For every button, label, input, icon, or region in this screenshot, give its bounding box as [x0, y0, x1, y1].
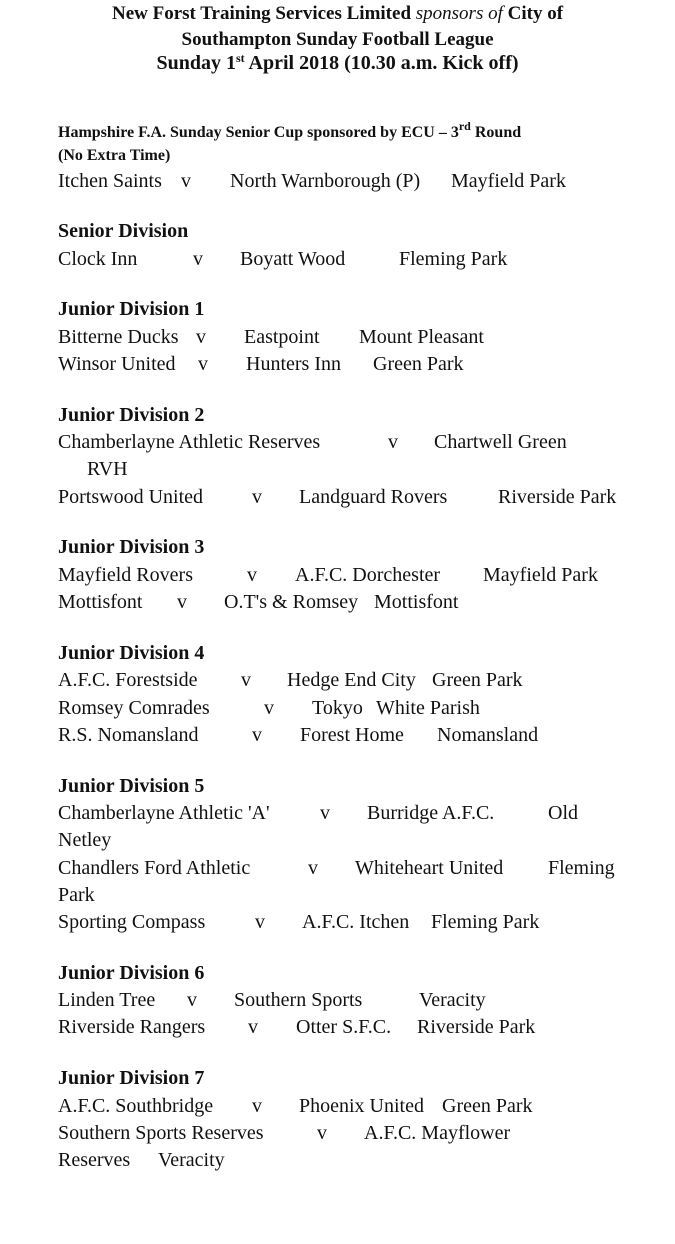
- venue: Green Park: [442, 1095, 533, 1117]
- cup-title-round: Round: [470, 124, 522, 141]
- versus: v: [388, 431, 398, 453]
- versus: v: [247, 564, 257, 586]
- home-team: Linden Tree: [58, 989, 156, 1011]
- versus: v: [196, 326, 206, 348]
- versus: v: [308, 857, 318, 879]
- venue: Fleming Park: [431, 911, 540, 933]
- away-team: Forest Home: [300, 724, 404, 746]
- venue: Mottisfont: [374, 591, 459, 613]
- away-team: North Warnborough (P): [230, 170, 421, 192]
- cup-round-ordinal: rd: [458, 119, 471, 133]
- away-team: Otter S.F.C.: [296, 1016, 392, 1038]
- venue: Park: [58, 884, 95, 906]
- away-team: Boyatt Wood: [240, 248, 346, 270]
- home-team: Mayfield Rovers: [58, 564, 193, 586]
- versus: v: [193, 248, 203, 270]
- home-team: Riverside Rangers: [58, 1016, 206, 1038]
- versus: v: [198, 353, 208, 375]
- header-sponsor-line: [0, 2, 675, 26]
- division-heading: Junior Division 4: [58, 642, 205, 664]
- date-prefix: Sunday 1: [156, 52, 236, 74]
- header-league-line: Southampton Sunday Football League: [181, 29, 494, 50]
- versus: v: [252, 724, 262, 746]
- home-team: Chamberlayne Athletic 'A': [58, 802, 270, 824]
- away-team: A.F.C. Dorchester: [295, 564, 441, 586]
- cup-title: [58, 119, 522, 143]
- home-team: A.F.C. Southbridge: [58, 1095, 214, 1117]
- away-team: A.F.C. Mayflower: [364, 1122, 511, 1144]
- away-team: Southern Sports: [234, 989, 363, 1011]
- venue: Riverside Park: [417, 1016, 536, 1038]
- home-team: Sporting Compass: [58, 911, 206, 933]
- division-heading: Junior Division 6: [58, 962, 205, 984]
- venue: Veracity: [419, 989, 486, 1011]
- away-team: Chartwell Green: [434, 431, 567, 453]
- away-team-continued: Reserves: [58, 1149, 131, 1171]
- venue: RVH: [87, 458, 128, 480]
- sponsor-phrase: sponsors of: [415, 3, 503, 24]
- header-date-line: [0, 50, 675, 76]
- away-team: Eastpoint: [244, 326, 320, 348]
- sponsor-name: New Forst Training Services Limited: [111, 3, 416, 24]
- versus: v: [264, 697, 274, 719]
- away-team: Hedge End City: [287, 669, 416, 691]
- date-ordinal: st: [235, 51, 245, 65]
- away-team: O.T's & Romsey: [224, 591, 359, 613]
- division-heading: Junior Division 3: [58, 536, 205, 558]
- sponsor-league-start: City of: [502, 3, 564, 24]
- away-team: Whiteheart United: [355, 857, 504, 879]
- home-team: Winsor United: [58, 353, 176, 375]
- venue: Old: [548, 802, 578, 824]
- versus: v: [177, 591, 187, 613]
- away-team: Hunters Inn: [246, 353, 341, 375]
- versus: v: [255, 911, 265, 933]
- home-team: Mottisfont: [58, 591, 143, 613]
- venue: Netley: [58, 829, 112, 851]
- cup-title-text: Hampshire F.A. Sunday Senior Cup sponsored by ECU – 3: [58, 124, 459, 141]
- venue: Green Park: [373, 353, 464, 375]
- home-team: Chandlers Ford Athletic: [58, 857, 251, 879]
- division-heading: Junior Division 7: [58, 1067, 205, 1089]
- versus: v: [187, 989, 197, 1011]
- away-team: A.F.C. Itchen: [302, 911, 410, 933]
- venue: Fleming: [548, 857, 615, 879]
- venue: Riverside Park: [498, 486, 617, 508]
- cup-note: (No Extra Time): [58, 147, 171, 164]
- home-team: Itchen Saints: [58, 170, 162, 192]
- venue: Mayfield Park: [483, 564, 598, 586]
- home-team: A.F.C. Forestside: [58, 669, 198, 691]
- division-heading: Junior Division 5: [58, 775, 205, 797]
- venue: Green Park: [432, 669, 523, 691]
- away-team: Phoenix United: [299, 1095, 424, 1117]
- home-team: Southern Sports Reserves: [58, 1122, 264, 1144]
- home-team: Chamberlayne Athletic Reserves: [58, 431, 321, 453]
- venue: Nomansland: [437, 724, 539, 746]
- versus: v: [241, 669, 251, 691]
- away-team: Burridge A.F.C.: [367, 802, 495, 824]
- versus: v: [320, 802, 330, 824]
- versus: v: [181, 170, 191, 192]
- venue: Mayfield Park: [451, 170, 566, 192]
- versus: v: [248, 1016, 258, 1038]
- away-team: Tokyo: [312, 697, 363, 719]
- home-team: R.S. Nomansland: [58, 724, 199, 746]
- venue: White Parish: [376, 697, 480, 719]
- home-team: Bitterne Ducks: [58, 326, 179, 348]
- away-team: Landguard Rovers: [299, 486, 448, 508]
- division-heading: Junior Division 1: [58, 298, 205, 320]
- home-team: Romsey Comrades: [58, 697, 210, 719]
- fixture-row-continued: [58, 1148, 225, 1244]
- division-heading: Junior Division 2: [58, 404, 205, 426]
- date-suffix: April 2018 (10.30 a.m. Kick off): [244, 52, 519, 74]
- versus: v: [252, 1095, 262, 1117]
- venue: Veracity: [158, 1149, 225, 1171]
- home-team: Portswood United: [58, 486, 203, 508]
- home-team: Clock Inn: [58, 248, 138, 270]
- venue: Mount Pleasant: [359, 326, 484, 348]
- venue: Fleming Park: [399, 248, 508, 270]
- versus: v: [252, 486, 262, 508]
- versus: v: [317, 1122, 327, 1144]
- division-heading: Senior Division: [58, 220, 189, 242]
